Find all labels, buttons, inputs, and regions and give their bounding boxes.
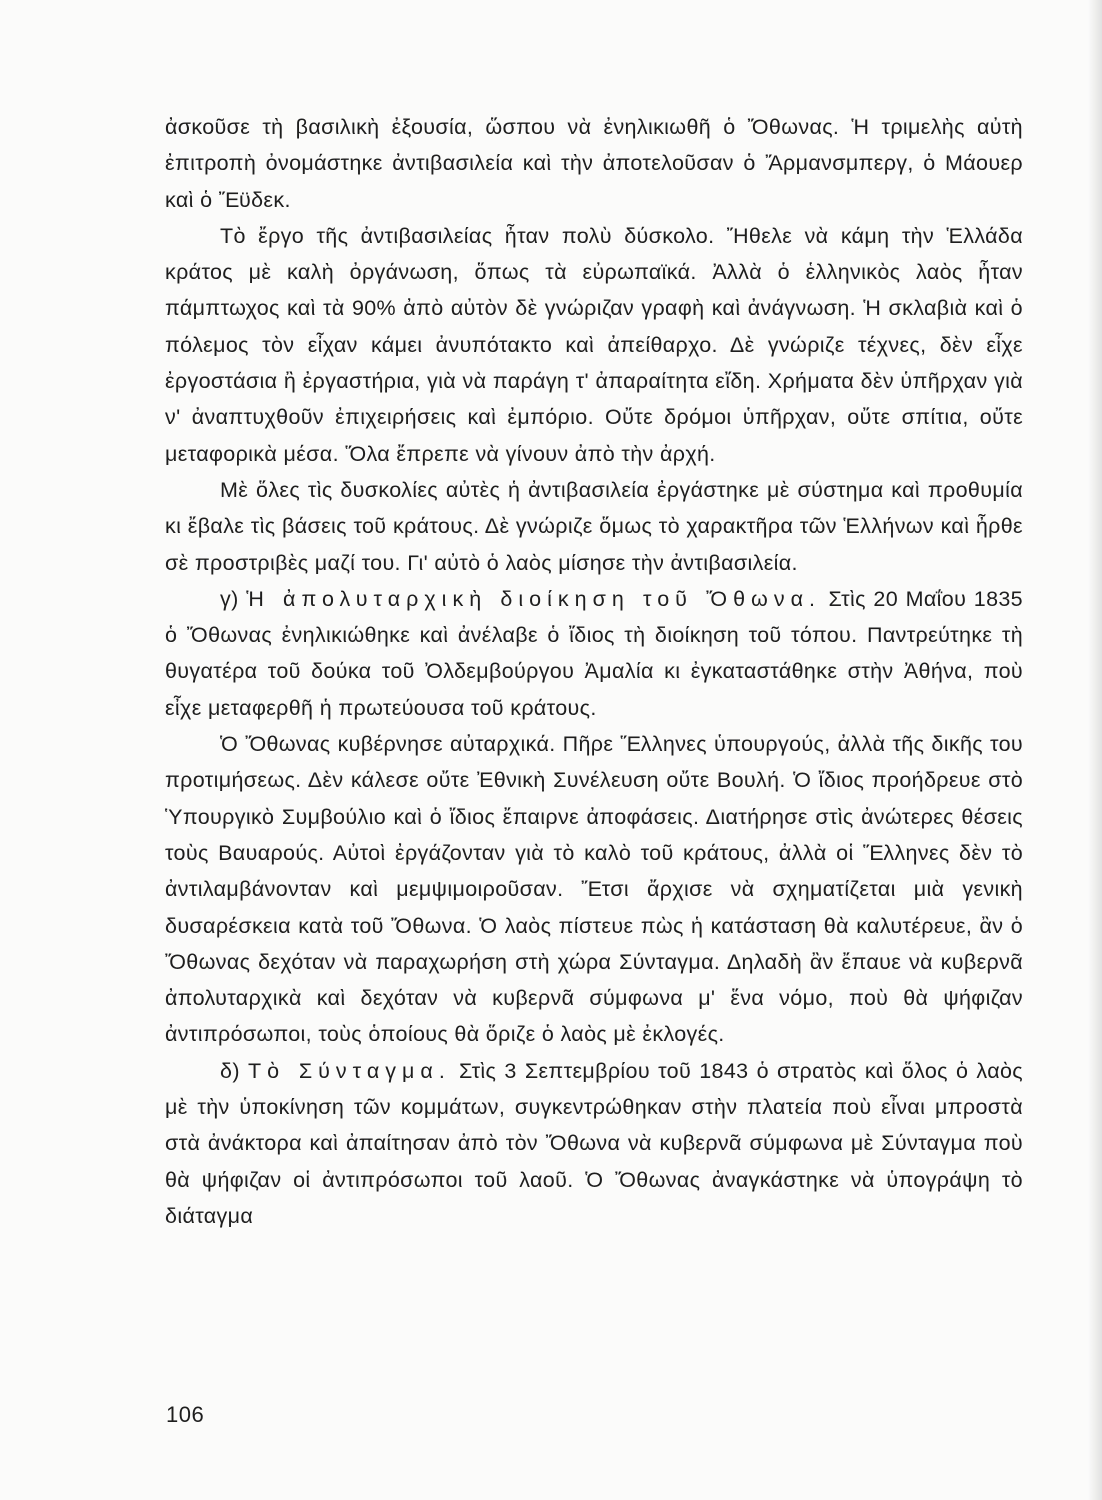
paragraph-5-text: Ὁ Ὄθωνας κυβέρνησε αὐταρχικά. Πῆρε Ἕλληνες ὑπουργούς, ἀλλὰ τῆς δικῆς του προτιμήσεως. Δὲν κάλεσε οὔτε Ἐθνικὴ Συνέλευση οὔτε Βουλή. Ὁ ἴδιος προήδρευε στὸ Ὑπουργικὸ Συμβούλιο καὶ ὁ ἴδιος ἔπαιρνε ἀποφάσεις. Διατήρησε στὶς ἀνώτερες θέσεις τοὺς Βαυαρούς. Αὐτοὶ ἐργάζονταν γιὰ τὸ καλὸ τοῦ κράτους, ἀλλὰ οἱ Ἕλληνες δὲν τὸ ἀντιλαμβάνονταν καὶ μεμψιμοιροῦσαν. Ἔτσι ἄρχισε νὰ σχηματίζεται μιὰ γενικὴ δυσαρέσκεια κατὰ τοῦ Ὄθωνα. Ὁ λαὸς πίστευε πὼς ἡ κατάσταση θὰ καλυτέρευε, ἂν ὁ Ὄθωνας δεχόταν νὰ παραχωρήση στὴ χώρα Σύνταγμα. Δηλαδὴ ἂν ἔπαυε νὰ κυβερνᾶ ἀπολυταρχικὰ καὶ δεχόταν νὰ κυβερνᾶ σύμφωνα μ' ἕνα νόμο, ποὺ θὰ ψήφιζαν ἀντιπρόσωποι, τοὺς ὁποίους θὰ ὅριζε ὁ λαὸς μὲ ἐκλογές. [165,732,1023,1047]
paragraph-3 [165,472,1023,581]
section-gamma [165,581,1023,726]
section-gamma-heading: Ἡ ἀπολυταρχικὴ διοίκηση τοῦ Ὄθωνα. [246,586,821,611]
section-gamma-text: Στὶς 20 Μαΐου 1835 ὁ Ὄθωνας ἐνηλικιώθηκε καὶ ἀνέλαβε ὁ ἴδιος τὴ διοίκηση τοῦ τόπου. Παντρεύτηκε τὴ θυγατέρα τοῦ δούκα τοῦ Ὀλδεμβούργου Ἀμαλία κι ἐγκαταστάθηκε στὴν Ἀθήνα, ποὺ εἶχε μεταφερθῆ ἡ πρωτεύουσα τοῦ κράτους. [165,586,1023,720]
body-text [165,109,1023,1234]
paragraph-2-text: Τὸ ἔργο τῆς ἀντιβασιλείας ἦταν πολὺ δύσκολο. Ἤθελε νὰ κάμη τὴν Ἑλλάδα κράτος μὲ καλὴ ὀργάνωση, ὅπως τὰ εὐρωπαϊκά. Ἀλλὰ ὁ ἑλληνικὸς λαὸς ἦταν πάμπτωχος καὶ τὰ 90% ἀπὸ αὐτὸν δὲ γνώριζαν γραφὴ καὶ ἀνάγνωση. Ἡ σκλαβιὰ καὶ ὁ πόλεμος τὸν εἶχαν κάμει ἀνυπότακτο καὶ ἀπείθαρχο. Δὲ γνώριζε τέχνες, δὲν εἶχε ἐργοστάσια ἢ ἐργαστήρια, γιὰ νὰ παράγη τ' ἀπαραίτητα εἴδη. Χρήματα δὲν ὑπῆρχαν γιὰ ν' ἀναπτυχθοῦν ἐπιχειρήσεις καὶ ἐμπόριο. Οὔτε δρόμοι ὑπῆρχαν, οὔτε σπίτια, οὔτε μεταφορικὰ μέσα. Ὅλα ἔπρεπε νὰ γίνουν ἀπὸ τὴν ἀρχή. [165,223,1023,466]
section-delta-text: Στὶς 3 Σεπτεμβρίου τοῦ 1843 ὁ στρατὸς καὶ ὅλος ὁ λαὸς μὲ τὴν ὑποκίνηση τῶν κομμάτων, συγκεντρώθηκαν στὴν πλατεία ποὺ εἶναι μπροστὰ στὰ ἀνάκτορα καὶ ἀπαίτησαν ἀπὸ τὸν Ὄθωνα νὰ κυβερνᾶ σύμφωνα μὲ Σύνταγμα ποὺ θὰ ψήφιζαν οἱ ἀντιπρόσωποι τοῦ λαοῦ. Ὁ Ὄθωνας ἀναγκάστηκε νὰ ὑπογράψη τὸ διάταγμα [165,1058,1024,1228]
page-edge-shadow [1088,0,1102,1500]
section-delta-label: δ) [220,1058,248,1083]
section-delta-heading: Τὸ Σύνταγμα. [247,1058,451,1083]
paragraph-1 [165,109,1023,218]
section-delta [165,1053,1023,1234]
section-gamma-label: γ) [220,586,247,611]
paragraph-2 [165,218,1023,472]
page-number: 106 [166,1402,205,1427]
paragraph-1-text: ἀσκοῦσε τὴ βασιλικὴ ἐξουσία, ὥσπου νὰ ἐνηλικιωθῆ ὁ Ὄθωνας. Ἡ τριμελὴς αὐτὴ ἐπιτροπὴ ὀνομάστηκε ἀντιβασιλεία καὶ τὴν ἀποτελοῦσαν ὁ Ἄρμανσμπεργ, ὁ Μάουερ καὶ ὁ Ἔϋδεκ. [165,115,1023,212]
paragraph-5 [165,726,1023,1053]
paragraph-3-text: Μὲ ὅλες τὶς δυσκολίες αὐτὲς ἡ ἀντιβασιλεία ἐργάστηκε μὲ σύστημα καὶ προθυμία κι ἔβαλε τὶς βάσεις τοῦ κράτους. Δὲ γνώριζε ὅμως τὸ χαρακτῆρα τῶν Ἑλλήνων καὶ ἦρθε σὲ προστριβὲς μαζί του. Γι' αὐτὸ ὁ λαὸς μίσησε τὴν ἀντιβασιλεία. [165,477,1023,575]
